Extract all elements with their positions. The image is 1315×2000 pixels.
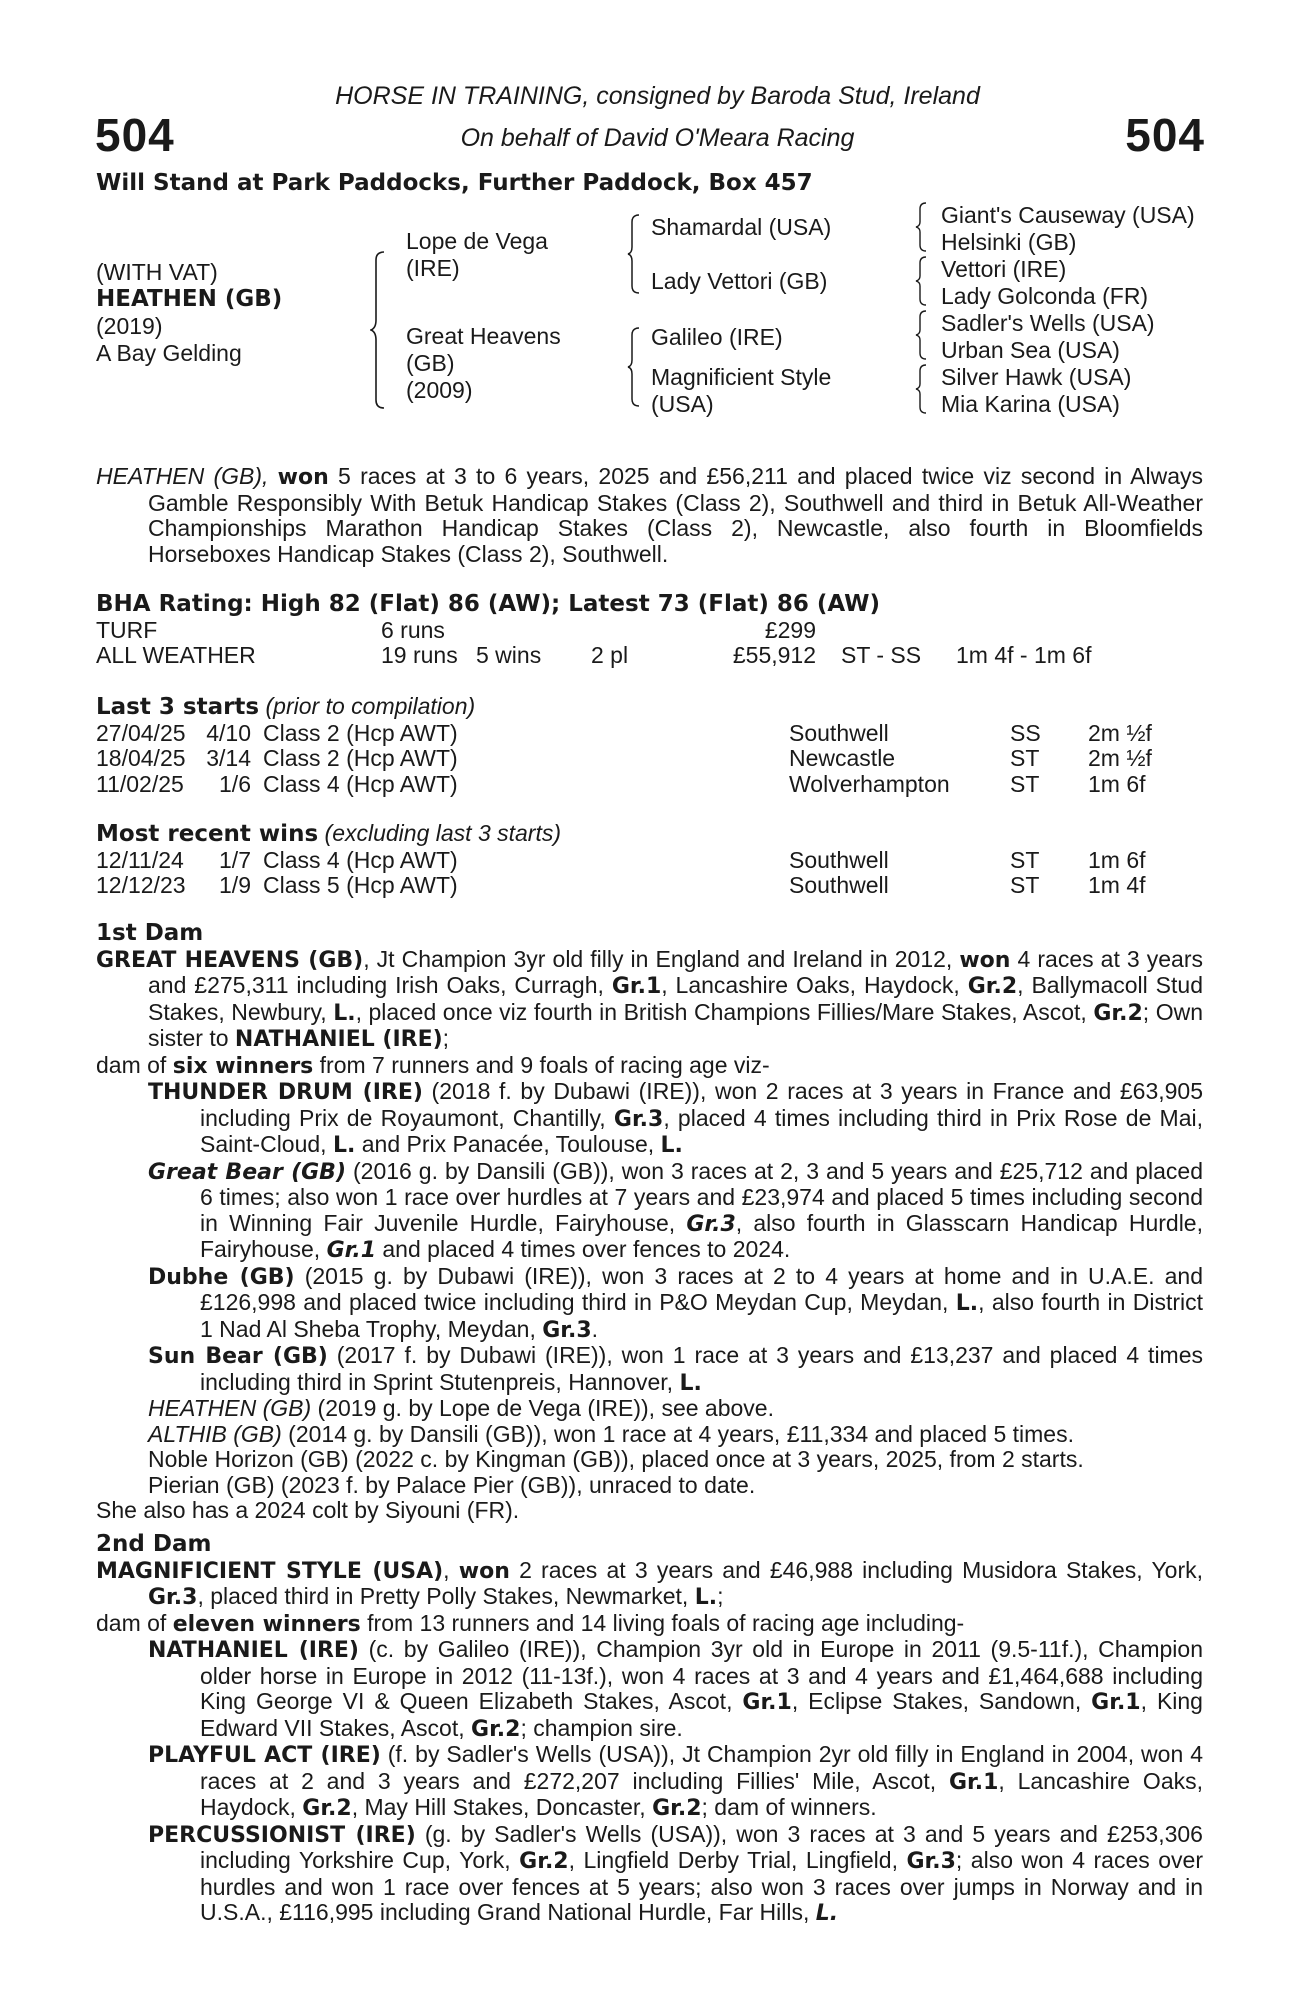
rating-table — [96, 618, 1091, 669]
table-row: ALL WEATHER 19 runs 5 wins 2 pl £55,912 ST - SS 1m 4f - 1m 6f — [96, 642, 1092, 668]
second-dam-record: MAGNIFICIENT STYLE (USA), won 2 races at 3 years and £46,988 including Musidora Stakes, York, Gr.3, placed third in Pretty Polly Stakes, Newmarket, L.; — [96, 1556, 1204, 1610]
horse-name: HEATHEN (GB) — [96, 286, 283, 312]
list-item: PLAYFUL ACT (IRE) (f. by Sadler's Wells (USA)), Jt Champion 2yr old filly in England in 2004, won 4 races at 2 and 3 years and £272,207 including Fillies' Mile, Ascot, Gr.1, Lancashire Oaks, Haydock, Gr.2, May Hill Stakes, Doncaster, Gr.2; dam of winners. — [148, 1741, 1203, 1821]
list-item: Great Bear (GB) (2016 g. by Dansili (GB)), won 3 races at 2, 3 and 5 years and £25,712 and placed 6 times; also won 1 race over hurdles at 7 years and £23,974 and placed 5 times including second in Winning Fair Juvenile Hurdle, Fairyhouse, Gr.3, also fourth in Glasscarn Handicap Hurdle, Fairyhouse, Gr.1 and placed 4 times over fences to 2024. — [148, 1157, 1203, 1263]
first-dam-record: GREAT HEAVENS (GB), Jt Champion 3yr old filly in England and Ireland in 2012, won 4 races at 3 years and £275,311 including Irish Oaks, Curragh, Gr.1, Lancashire Oaks, Haydock, Gr.2, Ballymacoll Stud Stakes, Newbury, L., placed once viz fourth in British Champions Fillies/Mare Stakes, Ascot, Gr.2; Own sister to NATHANIEL (IRE); — [96, 945, 1203, 1052]
second-dam-produce-summary: dam of eleven winners from 13 runners and 14 living foals of racing age including- — [96, 1609, 965, 1637]
bha-rating — [96, 592, 1203, 669]
list-item: HEATHEN (GB) (2019 g. by Lope de Vega (IRE)), see above. — [148, 1395, 774, 1421]
brace-g3-3 — [915, 309, 929, 361]
last-starts-table — [96, 721, 1152, 798]
first-dam-also: She also has a 2024 colt by Siyouni (FR). — [96, 1497, 520, 1523]
third-generation: Giant's Causeway (USA) Helsinki (GB) Vettori (IRE) Lady Golconda (FR) Sadler's Wells (USA) Urban Sea (USA) Silver Hawk (USA) Mia Karina (USA) — [941, 202, 1195, 417]
first-dam-title: 1st Dam — [96, 920, 204, 946]
table-row: 12/11/24 1/7 Class 4 (Hcp AWT) Southwell ST 1m 6f — [96, 846, 1146, 873]
foaling-year: (2019) — [96, 313, 163, 339]
list-item: Sun Bear (GB) (2017 f. by Dubawi (IRE)), won 1 race at 3 years and £13,237 and placed 4 times including third in Sprint Stutenpreis, Hannover, L. — [148, 1342, 1203, 1396]
first-dam-progeny — [96, 1079, 1203, 1498]
stand-location: Will Stand at Park Paddocks, Further Paddock, Box 457 — [96, 170, 813, 196]
race-summary: HEATHEN (GB), won 5 races at 3 to 6 years, 2025 and £56,211 and placed twice viz second in Always Gamble Responsibly With Betuk Handicap Stakes (Class 2), Southwell and third in Betuk All-Weather Championships Marathon Handicap Stakes (Class 2), Newcastle, also fourth in Bloomfields Horseboxes Handicap Stakes (Class 2), Southwell. — [96, 463, 1204, 567]
table-row: 11/02/25 1/6 Class 4 (Hcp AWT) Wolverhampton ST 1m 6f — [96, 770, 1146, 797]
list-item: Dubhe (GB) (2015 g. by Dubawi (IRE)), won 3 races at 2 to 4 years at home and in U.A.E. and £126,998 and placed twice including third in P&O Meydan Cup, Meydan, L., also fourth in District 1 Nad Al Sheba Trophy, Meydan, Gr.3. — [148, 1262, 1203, 1343]
second-dam-title: 2nd Dam — [96, 1531, 212, 1557]
first-dam-section — [96, 921, 1203, 1524]
lot-number-left: 504 — [95, 109, 175, 161]
brace-g3-4 — [915, 363, 929, 415]
table-row: 27/04/25 4/10 Class 2 (Hcp AWT) Southwell SS 2m ½f — [96, 719, 1152, 746]
horse-description: A Bay Gelding — [96, 340, 242, 366]
on-behalf-line: On behalf of David O'Meara Racing — [460, 124, 855, 152]
table-row: TURF 6 runs £299 — [96, 616, 816, 643]
brace-g3-2 — [915, 255, 929, 307]
lot-number-right: 504 — [1125, 109, 1205, 161]
brace-dam — [627, 326, 643, 408]
second-dam-section — [96, 1532, 1203, 1927]
list-item: THUNDER DRUM (IRE) (2018 f. by Dubawi (IRE)), won 2 races at 3 years in France and £63,905 including Prix de Royaumont, Chantilly, Gr.3, placed 4 times including third in Prix Rose de Mai, Saint-Cloud, L. and Prix Panacée, Toulouse, L. — [148, 1078, 1204, 1158]
dam: Great Heavens (GB) (2009) — [406, 323, 561, 403]
rating-title: BHA Rating: High 82 (Flat) 86 (AW); Latest 73 (Flat) 86 (AW) — [96, 591, 881, 617]
sire: Lope de Vega (IRE) — [406, 228, 548, 281]
list-item: NATHANIEL (IRE) (c. by Galileo (IRE)), Champion 3yr old in Europe in 2011 (9.5-11f.), Champion older horse in Europe in 2012 (11-13f.), won 4 races at 3 and 4 years and £1,464,688 including King George VI & Queen Elizabeth Stakes, Ascot, Gr.1, Eclipse Stakes, Sandown, Gr.1, King Edward VII Stakes, Ascot, Gr.2; champion sire. — [148, 1636, 1203, 1742]
brace-g3-1 — [915, 201, 929, 253]
list-item: PERCUSSIONIST (IRE) (g. by Sadler's Wells (USA)), won 3 races at 3 and 5 years and £253,306 including Yorkshire Cup, York, Gr.2, Lingfield Derby Trial, Lingfield, Gr.3; also won 4 races over hurdles and won 1 race over fences at 5 years; also won 3 races over jumps in Norway and in U.S.A., £116,995 including Grand National Hurdle, Far Hills, L. — [148, 1820, 1203, 1926]
consignor-line: HORSE IN TRAINING, consigned by Baroda Stud, Ireland — [335, 82, 980, 110]
dam-dam: Magnificient Style (USA) — [651, 364, 832, 417]
list-item: Pierian (GB) (2023 f. by Palace Pier (GB)), unraced to date. — [148, 1471, 756, 1498]
list-item: Noble Horizon (GB) (2022 c. by Kingman (GB)), placed once at 3 years, 2025, from 2 starts. — [148, 1446, 1084, 1472]
most-recent-wins: Most recent wins (excluding last 3 starts) 12/11/24 1/7 Class 4 (Hcp AWT) Southwell ST 1m 6f 12/12/23 1/9 Class 5 (Hcp AWT) Southwell ST 1m 4f — [96, 820, 1146, 898]
vat-note: (WITH VAT) — [96, 259, 218, 285]
sire-dam: Lady Vettori (GB) — [651, 268, 828, 294]
horse-identity — [96, 259, 282, 367]
first-dam-produce-summary: dam of six winners from 7 runners and 9 foals of racing age viz- — [96, 1051, 770, 1079]
second-dam-progeny — [96, 1637, 1203, 1927]
brace-sire — [627, 213, 643, 295]
recent-wins-table — [96, 848, 1146, 899]
table-row: 12/12/23 1/9 Class 5 (Hcp AWT) Southwell ST 1m 4f — [96, 872, 1146, 898]
list-item: ALTHIB (GB) (2014 g. by Dansili (GB)), won 1 race at 4 years, £11,334 and placed 5 times. — [148, 1420, 1074, 1447]
sire-sire: Shamardal (USA) — [651, 214, 832, 240]
dam-sire: Galileo (IRE) — [651, 324, 783, 350]
last-three-starts: Last 3 starts (prior to compilation) 27/04/25 4/10 Class 2 (Hcp AWT) Southwell SS 2m ½f 18/04/25 3/14 Class 2 (Hcp AWT) Newcastle ST 2m ½f 11/02/25 1/6 Class 4 (Hcp AWT) Wolverhampton ST 1m 6f — [96, 693, 1152, 797]
brace-gen1 — [370, 250, 390, 410]
table-row: 18/04/25 3/14 Class 2 (Hcp AWT) Newcastle ST 2m ½f — [96, 745, 1152, 771]
